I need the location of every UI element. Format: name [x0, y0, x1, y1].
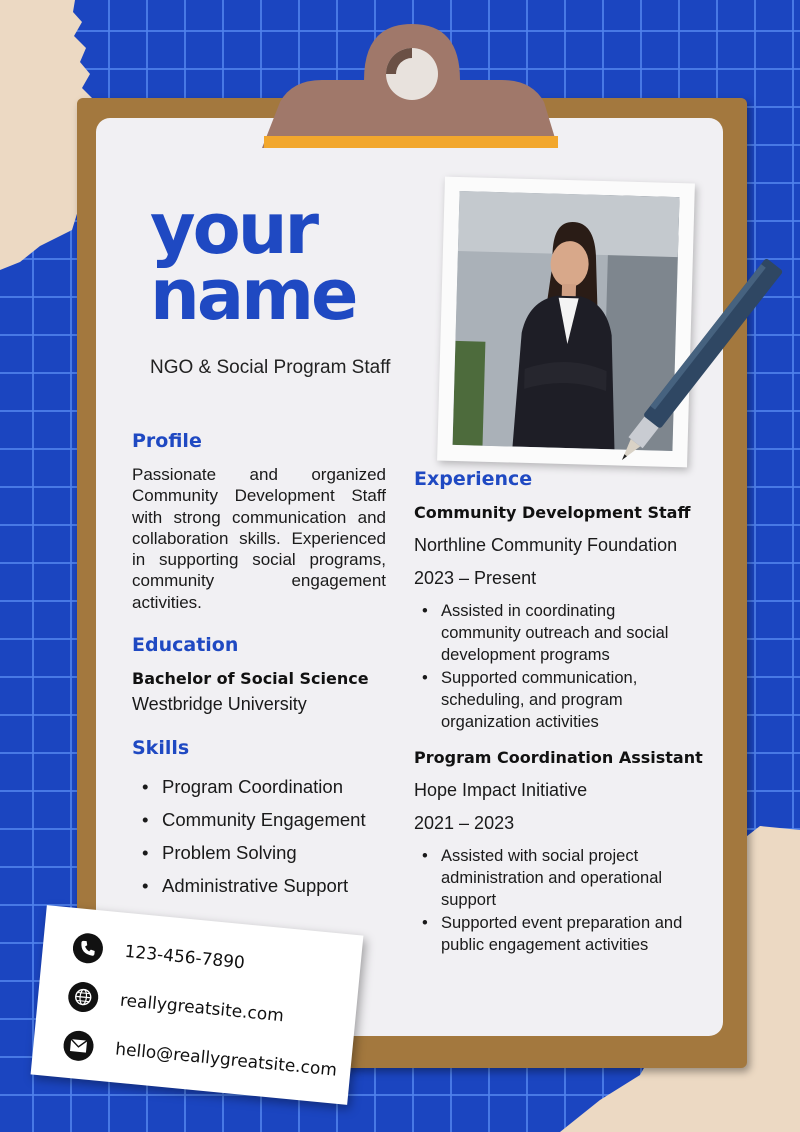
skills-list	[140, 770, 366, 902]
job-role: NGO & Social Program Staff	[150, 357, 391, 378]
name-line-2: name	[150, 254, 356, 336]
globe-icon	[67, 981, 100, 1014]
phone-icon	[72, 932, 105, 965]
job-title: Program Coordination Assistant	[414, 748, 703, 767]
job-title: Community Development Staff	[414, 503, 691, 522]
job-bullets	[414, 845, 694, 956]
job-organization: Hope Impact Initiative	[414, 780, 588, 800]
pen-decoration	[600, 220, 800, 470]
contact-email-row	[62, 1029, 338, 1085]
clipboard-clip	[262, 22, 560, 152]
contact-email: hello@reallygreatsite.com	[114, 1039, 338, 1081]
contact-website: reallygreatsite.com	[119, 990, 285, 1027]
job-bullet: • Assisted in coordinating community outreach and social development programs	[414, 600, 694, 667]
job-period: 2021 – 2023	[414, 813, 515, 833]
job-bullet: • Supported event preparation and public engagement activities	[414, 912, 694, 956]
job-period: 2023 – Present	[414, 568, 537, 588]
name-line-1: your	[150, 188, 317, 270]
job-bullet: • Supported communication, scheduling, and program organization activities	[414, 667, 694, 734]
job-bullet: • Assisted with social project administration and operational support	[414, 845, 694, 912]
contact-website-row	[67, 981, 285, 1032]
resume-name	[150, 188, 356, 336]
skill-item: • Administrative Support	[140, 869, 366, 902]
education-school: Westbridge University	[132, 694, 307, 714]
contact-phone: 123-456-7890	[123, 941, 246, 974]
skills-heading: Skills	[132, 737, 190, 759]
contact-phone-row	[72, 932, 247, 978]
contact-card	[31, 905, 364, 1105]
skill-item: • Community Engagement	[140, 803, 366, 836]
mail-icon	[62, 1029, 95, 1062]
job-organization: Northline Community Foundation	[414, 535, 678, 555]
profile-text: Passionate and organized Community Development Staff with strong communication and collaboration skills. Experienced in supporting social programs, community engagement activities.	[132, 465, 386, 612]
skill-item: • Program Coordination	[140, 770, 366, 803]
education-degree: Bachelor of Social Science	[132, 669, 369, 688]
education-heading: Education	[132, 634, 239, 656]
profile-heading: Profile	[132, 430, 202, 452]
experience-heading: Experience	[414, 468, 533, 490]
skill-item: • Problem Solving	[140, 836, 366, 869]
job-bullets	[414, 600, 694, 733]
